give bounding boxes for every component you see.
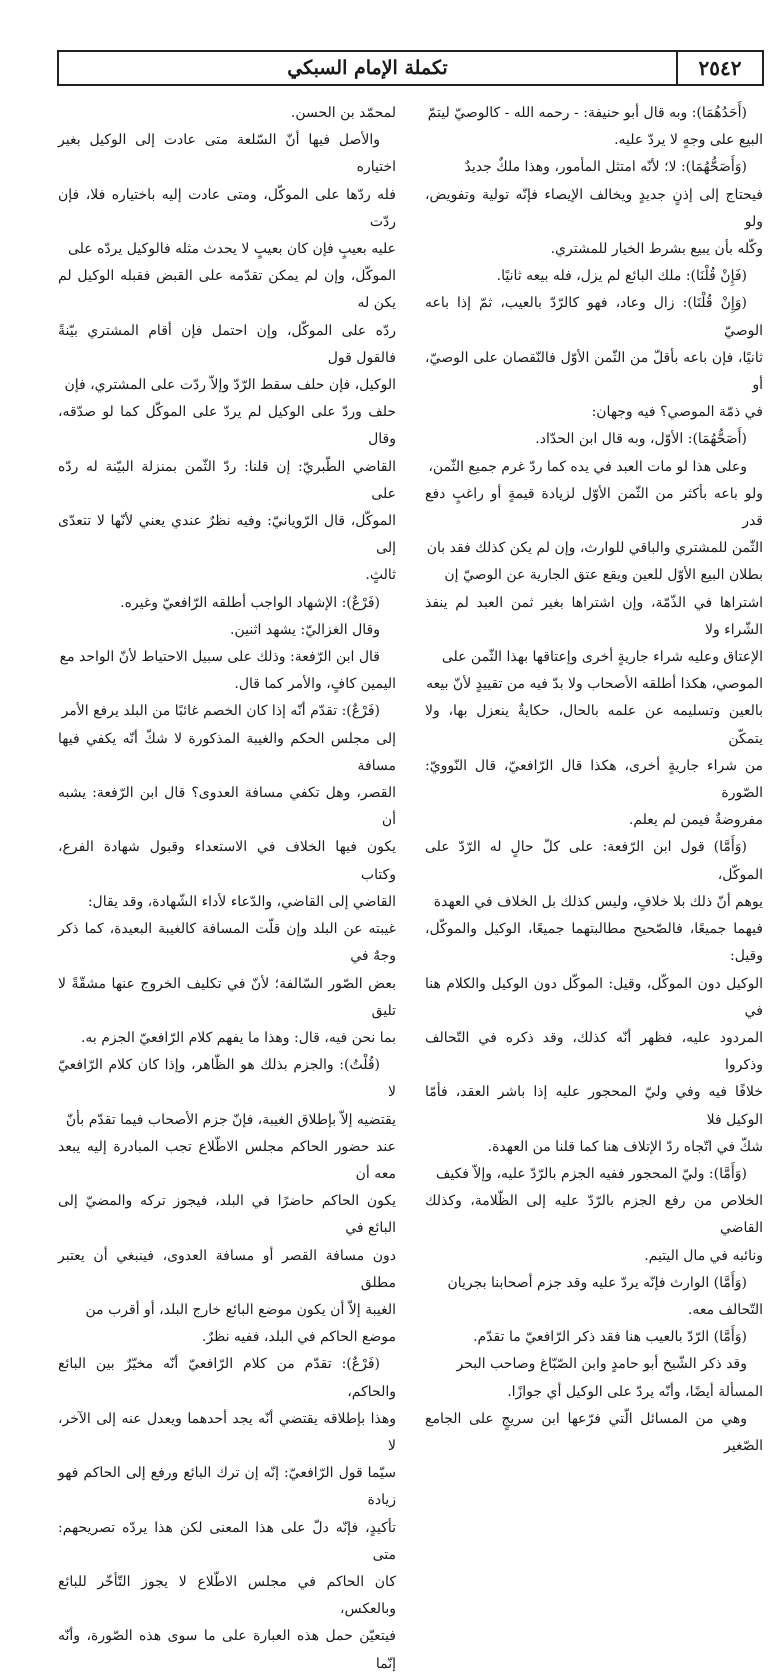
text-line: (قُلْتُ): والجزم بذلك هو الظّاهر، وإذا كان كلام الرّافعيّ لا: [58, 1057, 396, 1101]
text-line: الغيبة إلاّ أن يكون موضع البائع خارج البلد، أو أقرب من: [85, 1301, 396, 1318]
text-line: ثانيًا، فإن باعه بأقلّ من الثّمن الأوّل فالنّقصان على الوصيّ، أو: [425, 349, 763, 394]
text-line: موضع الحاكم في البلد، ففيه نظرٌ.: [201, 1329, 396, 1346]
text-line: غيبته عن البلد وإن قلّت المسافة كالغيبة البعيدة، كما ذكر وجهٌ في: [58, 921, 396, 965]
text-line: خلافًا فيه وفي وليّ المحجور عليه إذا باشر العقد، فأمّا الوكيل فلا: [425, 1084, 763, 1128]
text-line: البيع على وجهٍ لا يردّ عليه.: [614, 132, 763, 149]
text-line: الثّمن للمشتري والباقي للوارث، وإن لم يكن كذلك فقد بان: [426, 540, 763, 557]
text-line: يكون فيها الخلاف في الاستعداء وقبول شهادة الفرع، وكتاب: [58, 839, 396, 883]
text-line: والأصل فيها أنّ السّلعة متى عادت إلى الوكيل بغير اختياره: [58, 132, 396, 176]
text-line: القصر، وهل تكفي مسافة العدوى؟ قال ابن الرّفعة: يشبه أن: [58, 785, 396, 829]
text-line: ردّه على الموكّل، وإن احتمل فإن أقام المشتري بيّنةً فالقول قول: [58, 322, 396, 366]
text-line: يكون الحاكم حاضرًا في البلد، فيجوز تركه والمضيّ إلى البائع في: [58, 1193, 396, 1237]
text-line: دون مسافة القصر أو مسافة العدوى، فينبغي أن يعتبر مطلق: [58, 1247, 396, 1291]
text-line: (فَرْعٌ): تقدّم من كلام الرّافعيّ أنّه مخيّرٌ بين البائع والحاكم،: [58, 1356, 396, 1400]
text-line: (وَأَصَحُّهُمَا): لا؛ لأنّه امتثل المأمور، وهذا ملكٌ جديدٌ: [464, 159, 747, 176]
text-line: (وَأَمَّا) قول ابن الرّفعة: على كلّ حالٍ له الرّدّ على الموكّل،: [425, 839, 763, 883]
text-line: من شراء جاريةٍ أخرى، هكذا قال الرّافعيّ، قال النّوويّ: الصّورة: [425, 757, 763, 802]
page-number: ٢٥٤٢: [676, 52, 762, 84]
text-line: عليه بعيبٍ فإن كان بعيبٍ لا يحدث مثله فالوكيل يردّه على: [67, 241, 396, 258]
text-line: سيّما قول الرّافعيّ: إنّه إن ترك البائع ورفع إلى الحاكم فهو زيادة: [58, 1465, 396, 1509]
text-line: بطلان البيع الأوّل للعين ويقع عتق الجارية عن الوصيّ إن: [444, 567, 763, 584]
text-line: بما نحن فيه، قال: وهذا ما يفهم كلام الرّافعيّ الجزم به.: [80, 1029, 396, 1046]
text-line: وقال الغزاليّ: يشهد اثنين.: [230, 621, 380, 638]
text-line: وكّله بأن يبيع بشرط الخيار للمشتري.: [550, 241, 763, 258]
text-line: ثالثٍ.: [365, 567, 396, 584]
text-line: بعض الصّور السّالفة؛ لأنّ في تكليف الخروج عنها مشقّةً لا تليق: [58, 975, 396, 1019]
text-line: لمحمّد بن الحسن.: [290, 105, 396, 121]
text-line: التّحالف معه.: [687, 1301, 763, 1318]
text-line: اشتراها في الذّمّة، وإن اشتراها بغير ثمن العبد لم ينفذ الشّراء ولا: [425, 594, 763, 638]
text-line: الخلاص من رفع الجزم بالرّدّ عليه إلى الظّلامة، وكذلك القاضي: [425, 1193, 763, 1237]
text-line: القاضي إلى القاضي، والدّعاء لأداء الشّهادة، وقد يقال:: [87, 893, 396, 910]
right-column: [425, 100, 763, 1460]
text-line: المردود عليه، فظهر أنّه كذلك، وقد ذكره في التّحالف وذكروا: [425, 1029, 763, 1074]
text-line: (وَأَمَّا) الرّدّ بالعيب هنا فقد ذكر الرّافعيّ ما تقدّم.: [473, 1329, 747, 1346]
text-line: يوهم أنّ ذلك بلا خلافٍ، وليس كذلك بل الخلاف في العهدة: [433, 893, 763, 910]
text-line: الموكّل، قال الرّويانيّ: وفيه نظرٌ عندي يعني لأنّها لا تتعدّى إلى: [58, 513, 396, 557]
text-line: عند حضور الحاكم مجلس الاطّلاع تجب المبادرة إليه يبعد معه أن: [58, 1138, 396, 1182]
text-line: وعلى هذا لو مات العبد في يده كما ردّ غرم جميع الثّمن،: [428, 458, 747, 475]
text-line: يقتضيه إلاّ بإطلاق الغيبة، فإنّ جزم الأصحاب فيما تقدّم بأنّ: [65, 1111, 396, 1128]
text-line: بالعين وتسليمه عن علمه بالحال، حكايةٌ ينعزل بها، ولا يتمكّن: [425, 703, 763, 747]
text-line: فيتعيّن حمل هذه العبارة على ما سوى هذه الصّورة، وأنّه إنّما: [58, 1628, 396, 1672]
text-line: الوكيل، فإن حلف سقط الرّدّ وإلاّ ردّت على المشتري، فإن: [64, 377, 396, 394]
text-line: وقد ذكر الشّيخ أبو حامدٍ وابن الصّبّاغ وصاحب البحر: [456, 1356, 747, 1373]
text-line: فيحتاج إلى إذنٍ جديدٍ ويخالف الإيصاء فإنّه تولية وتفويض، ولو: [425, 186, 763, 230]
text-line: في ذمّة الموصي؟ فيه وجهان:: [591, 404, 763, 421]
text-line: شكّ في اتّجاه ردّ الإتلاف هنا كما قلنا من العهدة.: [487, 1138, 763, 1155]
text-line: ولو باعه بأكثر من الثّمن الأوّل لزيادة قيمةٍ أو راغبٍ دفع قدر: [425, 485, 763, 530]
text-line: (فَرْعٌ): تقدّم أنّه إذا كان الخصم غائبًا من البلد يرفع الأمر: [61, 703, 380, 720]
text-line: حلف وردّ على الوكيل لم يردّ على الموكّل كما لو صدّقه، وقال: [58, 404, 396, 448]
text-line: (فَرْعٌ): الإشهاد الواجب أطلقه الرّافعيّ وغيره.: [120, 594, 380, 611]
text-line: (أَصَحُّهُمَا): الأوّل، وبه قال ابن الحدّاد.: [535, 431, 747, 448]
text-line: كان الحاكم في مجلس الاطّلاع لا يجوز التّأخّر للبائع وبالعكس،: [58, 1573, 396, 1618]
text-line: الموكّل، وإن لم يمكن تقدّمه على القبض فقبله الوكيل لم يكن له: [58, 268, 396, 312]
text-line: الوكيل دون الموكّل، وقيل: الموكّل دون الوكيل والكلام هنا في: [425, 975, 763, 1019]
text-line: القاضي الطّبريّ: إن قلنا: ردّ الثّمن بمنزلة البيّنة له ردّه على: [58, 458, 396, 502]
text-line: (أَحَدُهُمَا): وبه قال أبو حنيفة: - رحمه الله - كالوصيّ ليتمّ: [427, 105, 747, 121]
text-line: تأكيدٍ، فإنّه دلّ على هذا المعنى لكن هذا يردّه تصريحهم: متى: [58, 1519, 396, 1563]
text-line: المسألة أيضًا، وأنّه يردّ على الوكيل أي جوازًا.: [507, 1383, 763, 1400]
text-line: (وَإِنْ قُلْنَا): زال وعاد، فهو كالرّدّ بالعيب، ثمّ إذا باعه الوصيّ: [425, 295, 763, 339]
left-column: [58, 100, 396, 1678]
text-line: فله ردّها على الموكّل، ومتى عادت إليه باختياره فلا، فإن ردّت: [58, 186, 396, 230]
page-header: [57, 50, 764, 86]
text-line: ونائبه في مال اليتيم.: [644, 1247, 763, 1264]
text-line: اليمين كافٍ، والأمر كما قال.: [234, 676, 396, 693]
text-line: وهذا بإطلاقه يقتضي أنّه يجد أحدهما ويعدل عنه إلى الآخر، لا: [58, 1410, 396, 1454]
text-line: وهي من المسائل الّتي فرّعها ابن سريجٍ على الجامع الصّغير: [425, 1410, 763, 1454]
text-line: الموصي، هكذا أطلقه الأصحاب ولا بدّ فيه من تقييدٍ لأنّ بيعه: [426, 676, 763, 693]
text-line: إلى مجلس الحكم والغيبة المذكورة لا شكّ أنّه يكفي فيها مسافة: [58, 730, 396, 774]
text-line: قال ابن الرّفعة: وذلك على سبيل الاحتياط لأنّ الواحد مع: [59, 649, 380, 666]
text-line: مفروضةٌ فيمن لم يعلم.: [628, 812, 763, 829]
text-line: الإعتاق وعليه شراء جاريةٍ أخرى وإعتاقها بهذا الثّمن على: [441, 649, 763, 666]
running-title: تكملة الإمام السبكي: [287, 57, 448, 79]
text-line: (وَأَمَّا) الوارث فإنّه يردّ عليه وقد جزم أصحابنا بجريان: [447, 1274, 747, 1291]
text-line: (فَإِنْ قُلْنَا): ملك البائع لم يزل، فله بيعه ثانيًا.: [496, 268, 747, 285]
text-line: فيهما جميعًا، فالصّحيح مطالبتهما جميعًا، الوكيل والموكّل، وقيل:: [425, 921, 763, 965]
text-line: (وَأَمَّا): وليّ المحجور ففيه الجزم بالرّدّ عليه، وإلاّ فكيف: [435, 1165, 747, 1182]
